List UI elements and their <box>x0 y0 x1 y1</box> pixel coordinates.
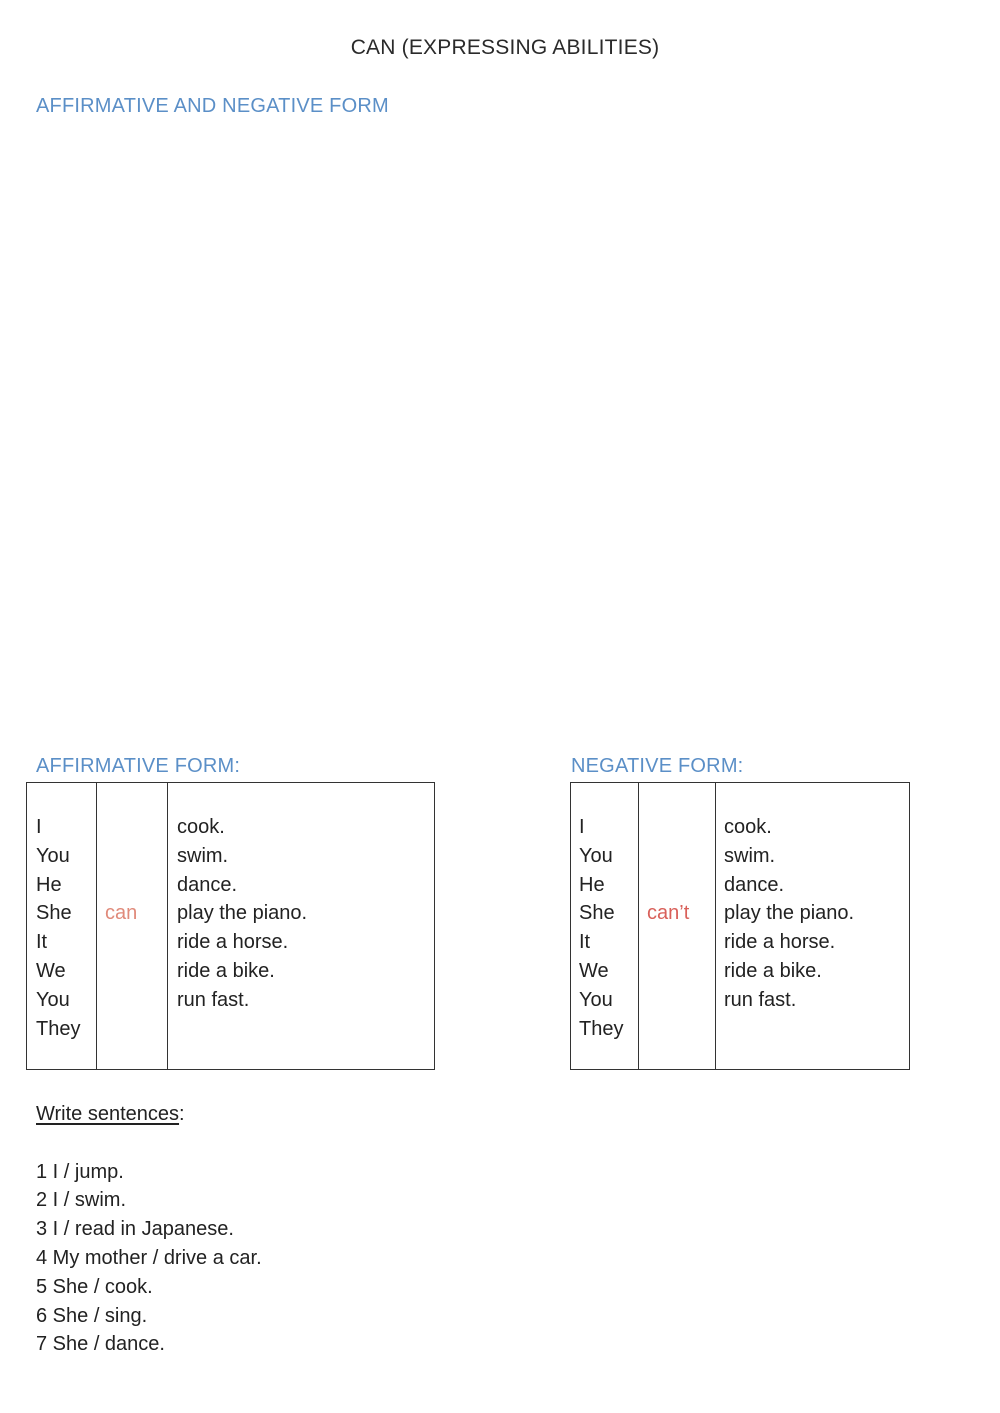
subject: You <box>36 988 70 1011</box>
affirmative-heading: AFFIRMATIVE FORM: <box>36 755 241 777</box>
verb-phrase: dance. <box>177 873 238 896</box>
page-title: CAN (EXPRESSING ABILITIES) <box>350 36 660 59</box>
modal-can: can <box>105 902 138 925</box>
negative-table <box>570 782 910 1070</box>
exercise-title-colon: : <box>179 1103 185 1125</box>
subject: She <box>579 902 615 925</box>
verb-phrase: ride a bike. <box>177 959 275 982</box>
subject: You <box>36 844 70 867</box>
exercise-item: 3 I / read in Japanese. <box>36 1218 234 1241</box>
verb-phrase: run fast. <box>177 988 250 1011</box>
negative-verbs-column <box>715 783 909 1069</box>
exercise-title-text: Write sentences <box>36 1103 180 1125</box>
verb-phrase: swim. <box>177 844 229 867</box>
subject: You <box>579 988 613 1011</box>
subject: It <box>36 931 48 954</box>
verb-phrase: ride a horse. <box>724 931 836 954</box>
subject: They <box>36 1017 81 1040</box>
negative-subjects-column <box>571 783 638 1069</box>
subject: It <box>579 931 591 954</box>
verb-phrase: dance. <box>724 873 785 896</box>
subject: We <box>579 959 609 982</box>
verb-phrase: ride a horse. <box>177 931 289 954</box>
affirmative-modal-column <box>96 783 167 1069</box>
exercise-section <box>36 1100 262 1359</box>
subject: You <box>579 844 613 867</box>
exercise-item: 5 She / cook. <box>36 1275 153 1298</box>
verb-phrase: ride a bike. <box>724 959 822 982</box>
subject: I <box>36 816 42 838</box>
exercise-item: 2 I / swim. <box>36 1189 127 1212</box>
negative-modal-column <box>638 783 715 1069</box>
verb-phrase: swim. <box>724 844 776 867</box>
exercise-item: 1 I / jump. <box>36 1160 124 1183</box>
verb-phrase: cook. <box>724 816 772 838</box>
section-heading: AFFIRMATIVE AND NEGATIVE FORM <box>36 95 389 117</box>
modal-cant: can’t <box>647 902 690 925</box>
affirmative-table <box>26 782 435 1070</box>
verb-phrase: run fast. <box>724 988 797 1011</box>
negative-heading: NEGATIVE FORM: <box>571 755 744 777</box>
exercise-item: 4 My mother / drive a car. <box>36 1246 262 1269</box>
affirmative-subjects-column <box>27 783 96 1069</box>
verb-phrase: play the piano. <box>724 902 855 925</box>
exercise-title <box>36 1100 262 1129</box>
subject: She <box>36 902 72 925</box>
verb-phrase: cook. <box>177 816 225 838</box>
affirmative-verbs-column <box>167 783 434 1069</box>
subject: He <box>36 873 62 896</box>
subject: I <box>579 816 585 838</box>
subject: They <box>579 1017 624 1040</box>
subject: He <box>579 873 605 896</box>
exercise-item: 7 She / dance. <box>36 1333 165 1356</box>
subject: We <box>36 959 66 982</box>
exercise-item: 6 She / sing. <box>36 1304 148 1327</box>
verb-phrase: play the piano. <box>177 902 308 925</box>
